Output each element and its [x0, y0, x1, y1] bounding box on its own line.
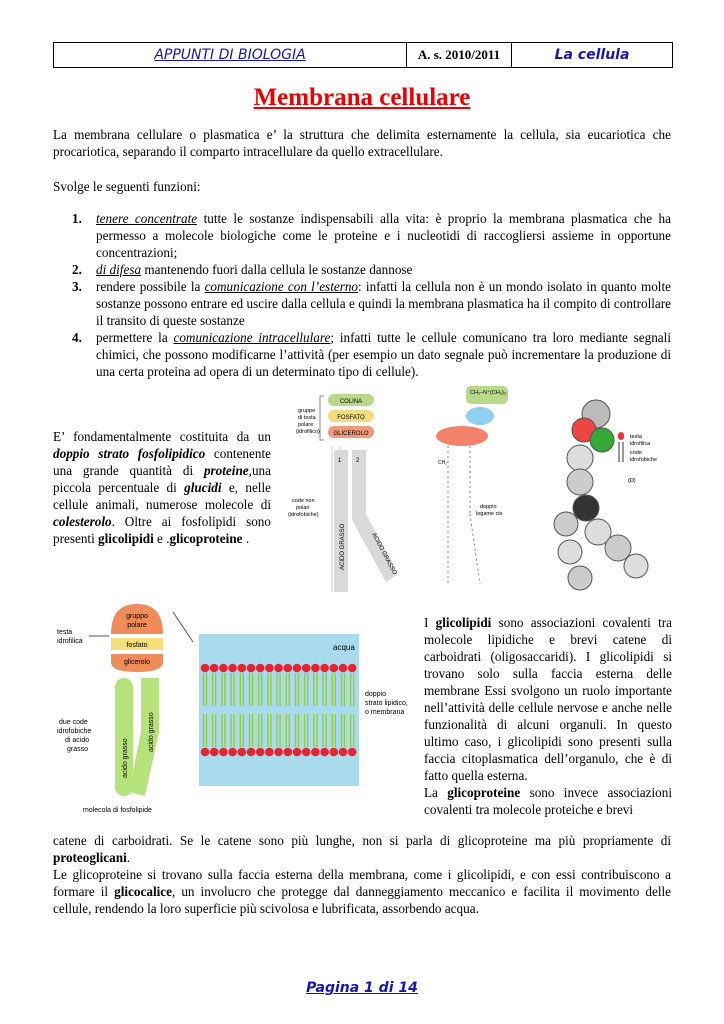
lipid-head	[265, 664, 274, 673]
doppio-strato-3: o membrana	[365, 709, 405, 716]
text: e .	[153, 531, 170, 546]
bilayer-bottom-heads	[201, 748, 357, 757]
atom	[605, 535, 631, 561]
item-number: 2.	[72, 262, 82, 277]
text: sono associazioni covalenti tra molecole lipidiche e brevi catene di carboidrati (oligosaccaridi). I glicolipidi si trovano solo sulla faccia esterna delle membrane Essi svolgono un ruolo importante nell’attività delle cellule nervose e anche nelle funzionalità di alcuni organuli. In questo ultimo caso, i glicolipidi sono presenti sulla faccia citoplasmatica dell’organulo, che è di fatto quella esterna.	[424, 615, 672, 783]
gruppo-polare-1: gruppo	[126, 613, 148, 620]
lipid-head	[293, 664, 302, 673]
glicerolo-label: glicerolo	[123, 659, 151, 666]
legend-testa-2: idrofilica	[630, 441, 651, 447]
function-item	[53, 261, 671, 278]
text: Le glicoproteine si trovano sulla faccia esterna della membrana, come i glicolipidi, e con essi contribuiscono a formare il	[53, 867, 671, 899]
text: sono invece associazioni covalenti tra molecole proteiche e brevi	[424, 785, 672, 817]
code-label-3: (idrofobiche)	[288, 512, 319, 518]
phospholipid-structure-figure	[280, 384, 676, 598]
gruppo-polare-2: polare	[127, 622, 147, 629]
text: , un involucro che protegge dal danneggiamento meccanico e facilita il movimento delle cellule, rendendo la loro superficie più scivolosa e lubrificata, assorbendo acqua.	[53, 884, 672, 916]
lipid-head	[302, 664, 311, 673]
function-item	[53, 210, 671, 261]
acido-grasso-2: ACIDO GRASSO	[370, 532, 398, 576]
lipid-head	[293, 748, 302, 757]
item-text: mantenendo fuori dalla cellula le sostanze dannose	[141, 262, 413, 277]
lipid-head	[348, 748, 357, 757]
header-topic: La cellula	[554, 47, 630, 63]
choline-formula: CH₂–N⁺(CH₃)₃	[470, 390, 507, 396]
item-pre: rendere possibile la	[96, 279, 205, 294]
lipid-head	[311, 748, 320, 757]
doppio-legame-2: legame cis	[476, 511, 503, 517]
atom	[567, 469, 593, 495]
lipid-head	[228, 664, 237, 673]
legend-head	[618, 432, 624, 440]
lipid-head	[311, 664, 320, 673]
lipid-head	[201, 664, 210, 673]
text: catene di carboidrati. Se le catene sono più lunghe, non si parla di glicoproteine ma più propriamente di	[53, 833, 671, 848]
glycerol-group	[436, 426, 488, 446]
page-footer: Pagina 1 di 14	[306, 980, 418, 996]
page-header	[53, 42, 673, 68]
text: E’ fondamentalmente costituita da un	[53, 429, 271, 444]
testa-label-2: idrofilica	[57, 638, 83, 645]
item-pre: permettere la	[96, 330, 174, 345]
text: e, nelle cellule animali, numerose molecole di	[53, 480, 271, 512]
item-number: 1.	[72, 211, 82, 226]
gruppo-label-2: di testa	[298, 415, 316, 421]
ch2-label: CH₂	[438, 460, 448, 466]
item-term: comunicazione intracellulare	[173, 330, 331, 345]
legend-code-2: idrofobiche	[630, 457, 657, 463]
intro-paragraph: La membrana cellulare o plasmatica e’ la struttura che delimita esternamente la cellula, sia eucariotica che procariotica, separando il comparto intracellulare da quello extracellulare.	[53, 127, 671, 159]
glicerolo-label: GLICEROLO	[333, 431, 369, 437]
term-glicolipidi: glicolipidi	[435, 615, 492, 630]
text: .	[242, 531, 250, 546]
lipid-head	[284, 748, 293, 757]
header-subject: APPUNTI DI BIOLOGIA	[54, 43, 407, 67]
text: . Oltre ai fosfolipidi sono presenti	[53, 514, 271, 546]
due-code-3: di acido	[65, 737, 90, 744]
legend-code-1: code	[630, 450, 642, 456]
lipid-head	[210, 664, 219, 673]
text: ,una piccola percentuale di	[53, 463, 271, 495]
acqua-label: acqua	[333, 643, 355, 652]
water-background	[199, 634, 359, 786]
lipid-head	[339, 664, 348, 673]
atom	[558, 540, 582, 564]
term-proteoglicani: proteoglicani	[53, 850, 127, 865]
atom	[567, 445, 593, 471]
bilayer-figure	[53, 602, 408, 816]
lipid-head	[274, 664, 283, 673]
atom	[573, 495, 599, 521]
lipid-head	[274, 748, 283, 757]
doppio-strato-2: strato lipidico,	[365, 700, 408, 707]
legend-testa-1: testa	[630, 434, 642, 440]
doppio-legame-1: doppio	[480, 504, 497, 510]
due-code-4: grasso	[67, 746, 89, 753]
text: I	[424, 615, 436, 630]
item-term: comunicazione con l’esterno	[204, 279, 359, 294]
term-colesterolo: colesterolo	[53, 514, 112, 529]
atom	[554, 512, 578, 536]
code-label-2: polari	[296, 505, 310, 511]
atom	[624, 554, 648, 578]
colina-label: COLINA	[339, 399, 363, 405]
bilayer-top-heads	[201, 664, 357, 673]
composition-paragraph	[53, 428, 271, 547]
fosfato-label: fosfato	[126, 642, 148, 649]
code-label-1: code non	[292, 498, 315, 504]
lipid-head	[228, 748, 237, 757]
item-number: 4.	[72, 330, 82, 345]
figure-d-label: (D)	[628, 478, 636, 484]
item-term: tenere concentrate	[96, 211, 198, 226]
item-text: tutte le sostanze indispensabili alla vita: è proprio la membrana plasmatica che ha permesso a molecole biologiche come le proteine e i nucleotidi di raccogliersi assieme in opportune concentrazioni;	[96, 211, 671, 260]
gruppo-label-4: (idrofilico)	[296, 429, 320, 435]
term-doppio-strato: doppio strato fosfolipidico	[53, 446, 206, 461]
tail-number-1: 1	[338, 458, 342, 464]
lipid-head	[348, 664, 357, 673]
phosphate-group	[466, 407, 494, 425]
text: contenente una grande quantità di	[53, 446, 271, 478]
lipid-head	[219, 748, 228, 757]
lipid-head	[256, 664, 265, 673]
lipid-head	[247, 664, 256, 673]
function-item	[53, 329, 671, 380]
function-item	[53, 278, 671, 329]
doppio-strato-1: doppio	[365, 691, 387, 698]
item-text: : infatti la cellula non è un mondo isolato in quanto molte sostanze possono entrare ed uscire dalla cellula e quindi la membrana plasmatica ha il compito di controllare il transito di queste sostanze	[96, 279, 671, 328]
functions-heading: Svolge le seguenti funzioni:	[53, 179, 201, 194]
text: .	[126, 850, 131, 865]
atom	[590, 428, 614, 452]
molecola-label: molecola di fosfolipide	[83, 807, 152, 814]
lipid-head	[219, 664, 228, 673]
text: La	[424, 785, 448, 800]
lipid-head	[247, 748, 256, 757]
lipid-head	[238, 748, 247, 757]
lipid-head	[284, 664, 293, 673]
item-term: di difesa	[96, 262, 142, 277]
due-code-2: idrofobiche	[57, 728, 92, 735]
tail-number-2: 2	[356, 458, 360, 464]
glicolipidi-paragraph	[424, 614, 672, 818]
lipid-head	[238, 664, 247, 673]
glicoproteine-paragraph	[53, 832, 671, 917]
atom	[568, 566, 592, 590]
lipid-head	[256, 748, 265, 757]
lipid-head	[339, 748, 348, 757]
acido-grasso-1: acido grasso	[122, 738, 129, 778]
gruppo-label-1: gruppo	[298, 408, 316, 414]
term-glicoproteine: glicoproteine	[447, 785, 521, 800]
due-code-1: due code	[59, 719, 88, 726]
gruppo-label-3: polare	[298, 422, 314, 428]
lipid-head	[330, 664, 339, 673]
term-glucidi: glucidi	[184, 480, 222, 495]
lipid-head	[330, 748, 339, 757]
lipid-head	[210, 748, 219, 757]
acido-grasso-1: ACIDO GRASSO	[340, 523, 346, 570]
fosfato-label: FOSFATO	[337, 415, 365, 421]
term-proteine: proteine	[203, 463, 249, 478]
header-year: A. s. 2010/2011	[407, 43, 512, 67]
functions-list	[53, 210, 671, 380]
lipid-head	[265, 748, 274, 757]
term-glicocalice: glicocalice	[114, 884, 172, 899]
lipid-head	[201, 748, 210, 757]
acido-grasso-2: acido grasso	[148, 712, 155, 752]
testa-label-1: testa	[57, 629, 73, 636]
item-number: 3.	[72, 279, 82, 294]
page-title: Membrana cellulare	[253, 84, 471, 111]
item-text: ; infatti tutte le cellule comunicano tra loro mediante segnali chimici, che possono modificarne l’attività (per esempio un dato segnale può incrementare la produzione di una certa proteina ad opera di un determinato tipo di cellule).	[96, 330, 671, 379]
term-glicolipidi: glicolipidi	[98, 531, 154, 546]
lipid-head	[302, 748, 311, 757]
term-glicoproteine: glicoproteine	[169, 531, 243, 546]
lipid-head	[320, 748, 329, 757]
lipid-head	[320, 664, 329, 673]
